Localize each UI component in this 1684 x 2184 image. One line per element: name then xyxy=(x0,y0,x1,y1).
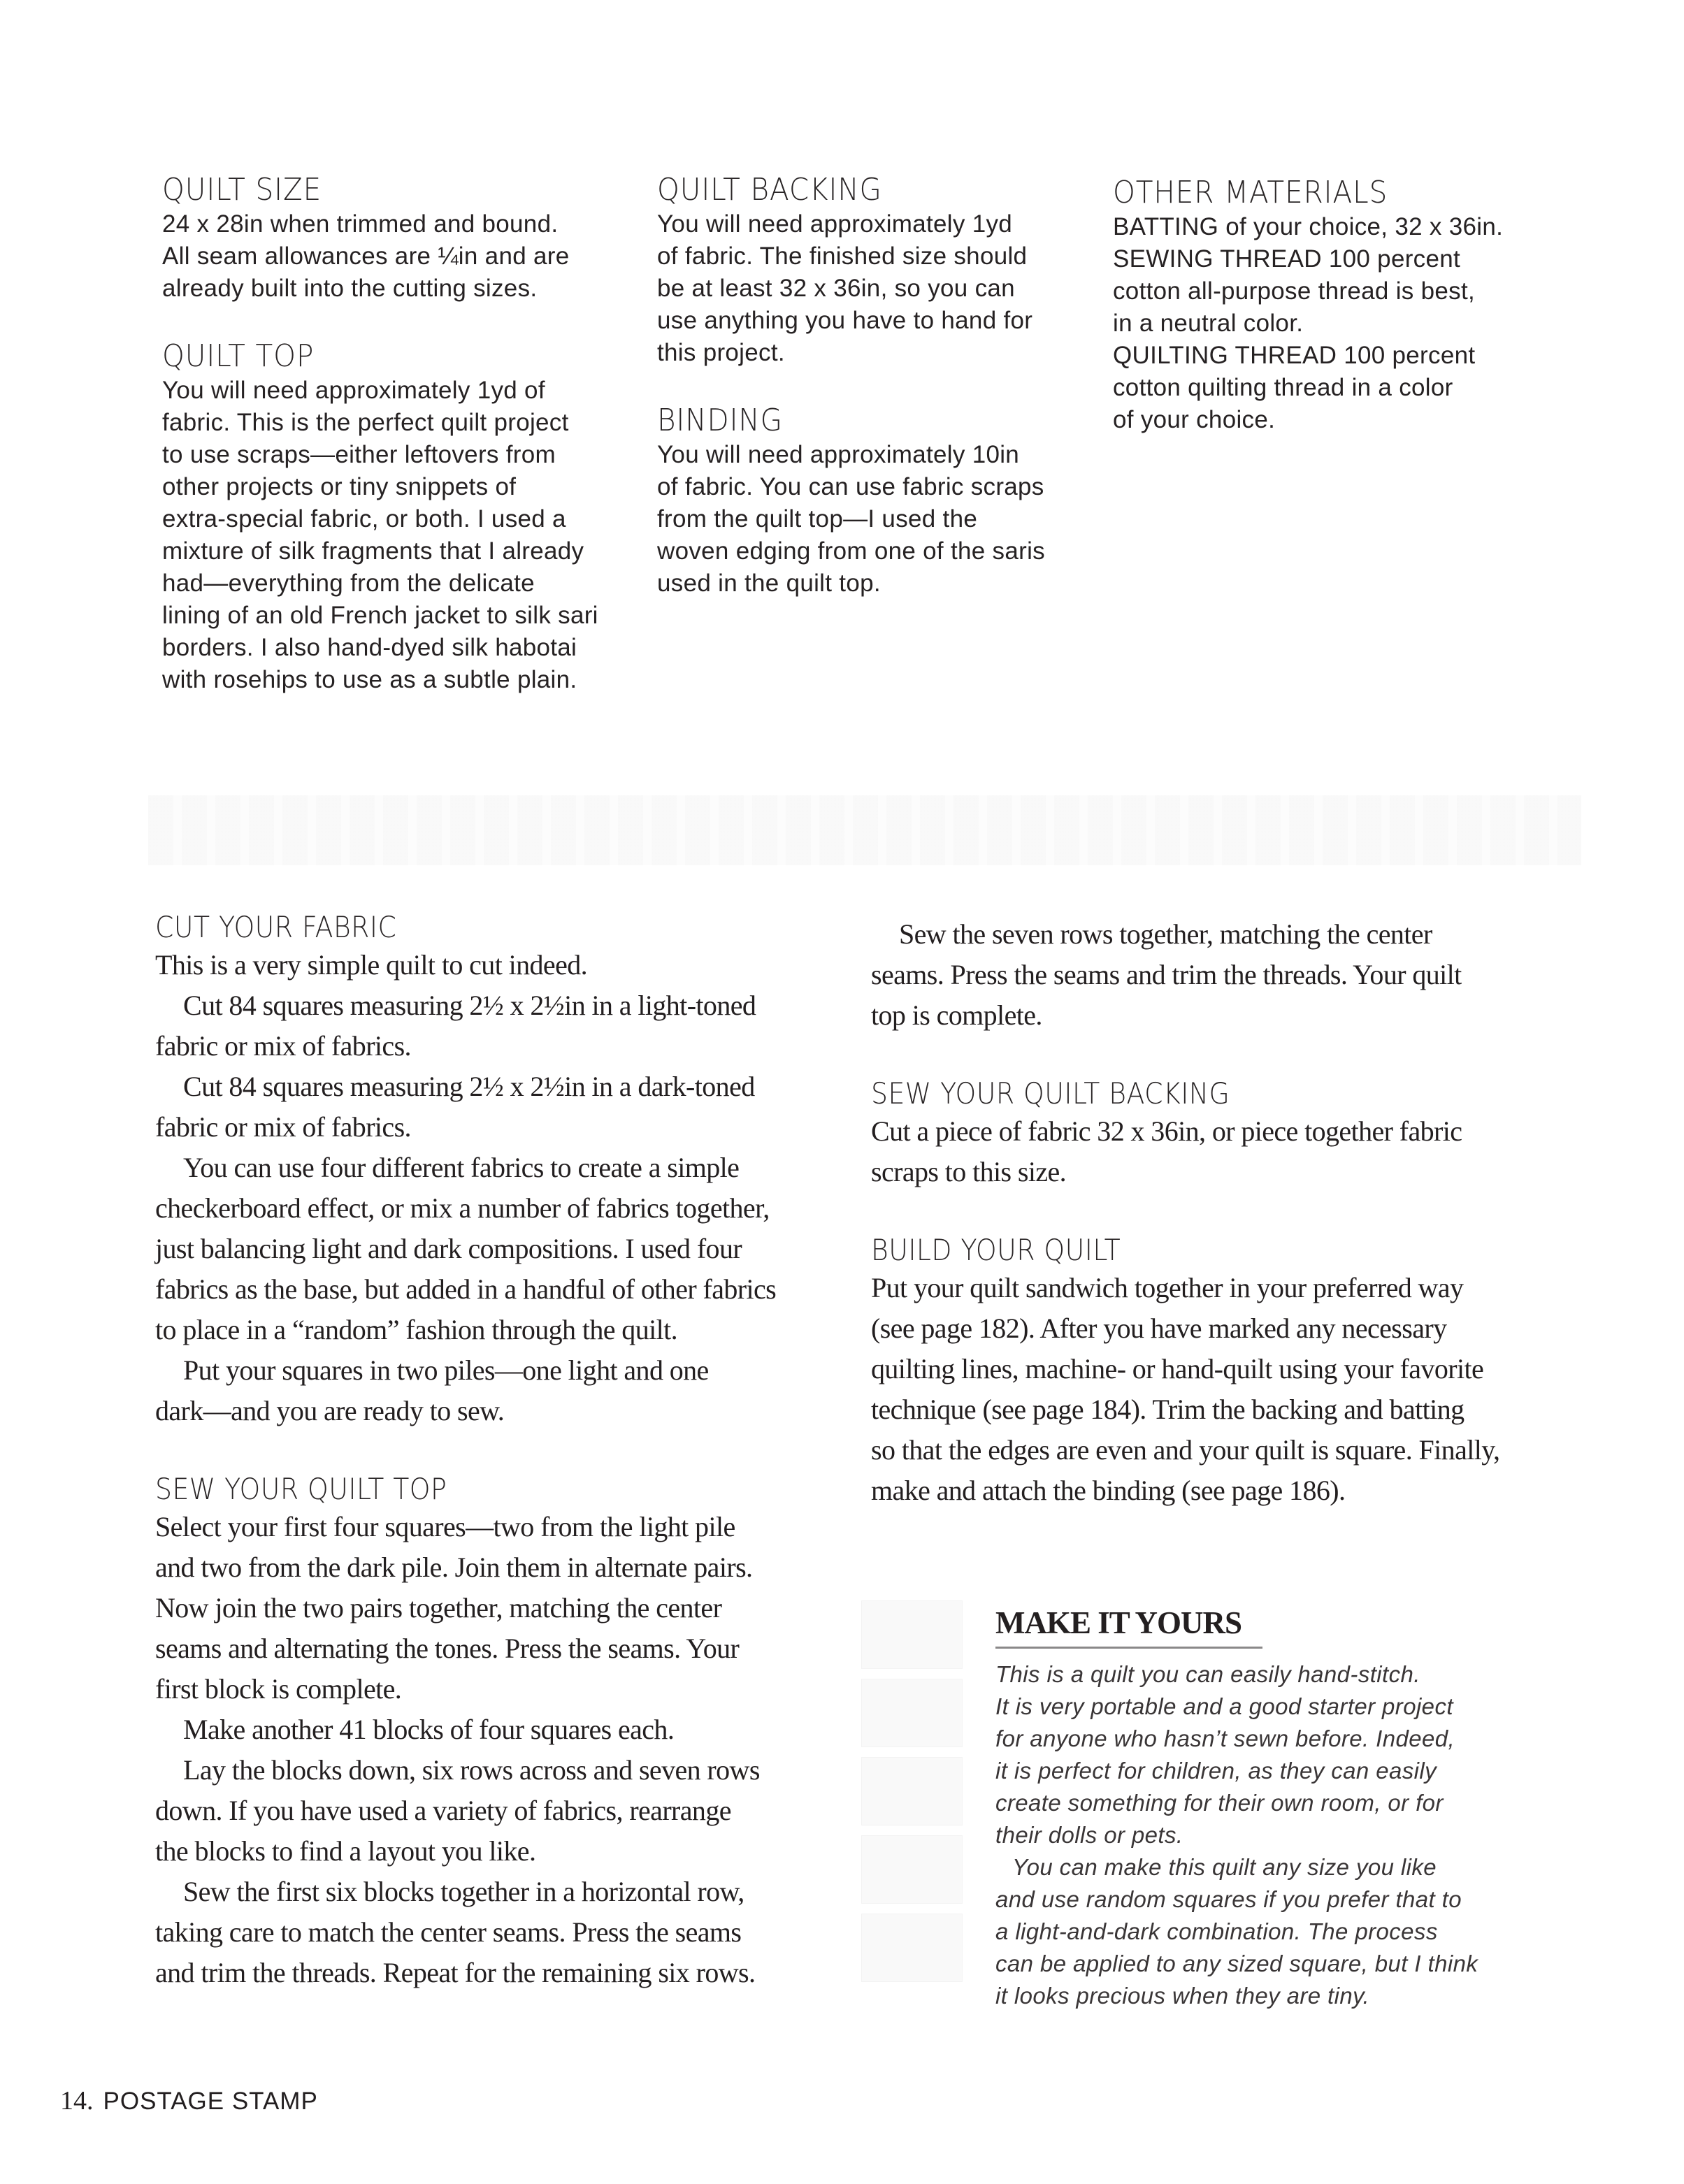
text-line: a light-and-dark combination. The process xyxy=(995,1918,1438,1944)
text-line: so that the edges are even and your quilt is square. Finally, xyxy=(871,1434,1500,1466)
text-line: fabric or mix of fabrics. xyxy=(155,1111,411,1143)
text-line: Sew the seven rows together, matching the center xyxy=(899,918,1432,950)
ghost-box xyxy=(861,1600,963,1669)
text-line: You will need approximately 1yd of xyxy=(162,377,545,404)
build-quilt-heading: BUILD YOUR QUILT xyxy=(871,1233,1121,1267)
text-line: QUILTING THREAD 100 percent xyxy=(1113,342,1476,369)
text-line: This is a very simple quilt to cut indeed. xyxy=(155,949,588,981)
sew-backing-heading: SEW YOUR QUILT BACKING xyxy=(871,1076,1230,1111)
text-line: taking care to match the center seams. Press the seams xyxy=(155,1916,742,1948)
text-line: used in the quilt top. xyxy=(657,570,881,597)
quilt-size-section xyxy=(162,172,638,305)
quilt-top-section xyxy=(162,338,638,696)
page-number: 14. xyxy=(60,2086,94,2116)
text-line: Sew the first six blocks together in a horizontal row, xyxy=(183,1876,744,1907)
quilt-backing-text xyxy=(657,208,1091,369)
text-line: first block is complete. xyxy=(155,1673,402,1705)
text-line: Put your squares in two piles—one light and one xyxy=(183,1354,709,1386)
text-line: to use scraps—either leftovers from xyxy=(162,441,556,468)
ghost-box xyxy=(861,1757,963,1825)
bleed-through-boxes xyxy=(861,1600,963,2013)
instructions-left-column xyxy=(155,910,840,1993)
text-line: and trim the threads. Repeat for the remaining six rows. xyxy=(155,1957,756,1988)
sidebar-text xyxy=(995,1658,1541,2012)
text-line: All seam allowances are ¼in and are xyxy=(162,243,570,270)
build-quilt-section xyxy=(871,1233,1542,1511)
running-title: POSTAGE STAMP xyxy=(103,2088,318,2115)
text-line: woven edging from one of the saris xyxy=(657,537,1045,565)
text-line: This is a quilt you can easily hand-stitch. xyxy=(995,1661,1420,1687)
text-line: top is complete. xyxy=(871,999,1042,1031)
sew-backing-text xyxy=(871,1111,1542,1192)
text-line: You can make this quilt any size you like xyxy=(1012,1854,1437,1880)
materials-column-1 xyxy=(162,172,638,696)
text-line: and use random squares if you prefer that to xyxy=(995,1886,1462,1912)
text-line: You will need approximately 1yd xyxy=(657,210,1013,238)
text-line: lining of an old French jacket to silk sari xyxy=(162,602,598,629)
text-line: to place in a “random” fashion through the quilt. xyxy=(155,1314,678,1345)
text-line: and two from the dark pile. Join them in alternate pairs. xyxy=(155,1552,753,1583)
other-materials-text xyxy=(1113,211,1560,436)
ghost-box xyxy=(861,1914,963,1982)
text-line: seams. Press the seams and trim the threads. Your quilt xyxy=(871,959,1462,990)
sew-quilt-top-continued-text xyxy=(871,914,1542,1036)
text-line: of your choice. xyxy=(1113,406,1276,433)
text-line: it looks precious when they are tiny. xyxy=(995,1983,1370,2009)
cut-fabric-text xyxy=(155,945,840,1431)
text-line: You can use four different fabrics to create a simple xyxy=(183,1152,740,1183)
text-line: just balancing light and dark compositions. I used four xyxy=(155,1233,742,1264)
sew-quilt-top-text xyxy=(155,1507,840,1993)
text-line: in a neutral color. xyxy=(1113,310,1304,337)
text-line: Cut a piece of fabric 32 x 36in, or piece together fabric xyxy=(871,1115,1462,1147)
text-line: fabric or mix of fabrics. xyxy=(155,1030,411,1062)
instructions-right-column xyxy=(871,914,1542,1511)
title-underline xyxy=(995,1647,1262,1649)
text-line: can be applied to any sized square, but I think xyxy=(995,1951,1478,1976)
text-line: use anything you have to hand for xyxy=(657,307,1033,334)
text-line: cotton all-purpose thread is best, xyxy=(1113,277,1475,305)
materials-column-2 xyxy=(657,172,1091,600)
text-line: technique (see page 184). Trim the backing and batting xyxy=(871,1394,1464,1425)
text-line: Lay the blocks down, six rows across and seven rows xyxy=(183,1754,760,1786)
sew-backing-section xyxy=(871,1076,1542,1192)
text-line: Cut 84 squares measuring 2½ x 2½in in a light-toned xyxy=(183,990,756,1021)
quilt-top-text xyxy=(162,375,638,696)
text-line: the blocks to find a layout you like. xyxy=(155,1835,536,1867)
text-line: extra-special fabric, or both. I used a xyxy=(162,505,566,533)
text-line: It is very portable and a good starter project xyxy=(995,1693,1453,1719)
text-line: dark—and you are ready to sew. xyxy=(155,1395,505,1426)
text-line: for anyone who hasn’t sewn before. Indeed, xyxy=(995,1726,1455,1751)
text-line: SEWING THREAD 100 percent xyxy=(1113,245,1461,273)
text-line: (see page 182). After you have marked any necessary xyxy=(871,1312,1447,1344)
text-line: of fabric. You can use fabric scraps xyxy=(657,473,1044,500)
text-line: be at least 32 x 36in, so you can xyxy=(657,275,1015,302)
text-line: Cut 84 squares measuring 2½ x 2½in in a dark-toned xyxy=(183,1071,755,1102)
text-line: of fabric. The finished size should xyxy=(657,243,1028,270)
text-line: this project. xyxy=(657,339,785,366)
text-line: from the quilt top—I used the xyxy=(657,505,978,533)
text-line: fabric. This is the perfect quilt project xyxy=(162,409,569,436)
text-line: Make another 41 blocks of four squares each. xyxy=(183,1714,675,1745)
text-line: seams and alternating the tones. Press the seams. Your xyxy=(155,1633,740,1664)
binding-text xyxy=(657,439,1091,600)
text-line: checkerboard effect, or mix a number of fabrics together, xyxy=(155,1192,770,1224)
page-folio xyxy=(60,2085,318,2116)
text-line: make and attach the binding (see page 186). xyxy=(871,1475,1346,1506)
sew-quilt-top-heading: SEW YOUR QUILT TOP xyxy=(155,1472,447,1506)
binding-section xyxy=(657,403,1091,600)
make-it-yours-sidebar xyxy=(995,1605,1541,2012)
build-quilt-text xyxy=(871,1268,1542,1511)
text-line: quilting lines, machine- or hand-quilt using your favorite xyxy=(871,1353,1484,1384)
text-line: with rosehips to use as a subtle plain. xyxy=(162,666,577,693)
text-line: 24 x 28in when trimmed and bound. xyxy=(162,210,559,238)
text-line: fabrics as the base, but added in a handful of other fabrics xyxy=(155,1273,777,1305)
sidebar-title: MAKE IT YOURS xyxy=(995,1605,1242,1640)
text-line: cotton quilting thread in a color xyxy=(1113,374,1453,401)
ghost-box xyxy=(861,1835,963,1904)
other-materials-heading: OTHER MATERIALS xyxy=(1113,175,1388,210)
text-line: You will need approximately 10in xyxy=(657,441,1020,468)
text-line: BATTING of your choice, 32 x 36in. xyxy=(1113,213,1504,240)
ghost-box xyxy=(861,1679,963,1747)
text-line: it is perfect for children, as they can easily xyxy=(995,1758,1437,1784)
quilt-backing-section xyxy=(657,172,1091,369)
cut-fabric-heading: CUT YOUR FABRIC xyxy=(155,910,397,944)
text-line: Select your first four squares—two from the light pile xyxy=(155,1511,735,1542)
text-line: create something for their own room, or for xyxy=(995,1790,1444,1816)
text-line: had—everything from the delicate xyxy=(162,570,535,597)
quilt-backing-heading: QUILT BACKING xyxy=(657,172,882,208)
text-line: already built into the cutting sizes. xyxy=(162,275,538,302)
text-line: their dolls or pets. xyxy=(995,1822,1183,1848)
text-line: other projects or tiny snippets of xyxy=(162,473,517,500)
text-line: Put your quilt sandwich together in your preferred way xyxy=(871,1272,1464,1303)
text-line: mixture of silk fragments that I already xyxy=(162,537,584,565)
binding-heading: BINDING xyxy=(657,403,783,438)
cut-fabric-section xyxy=(155,910,840,1431)
materials-column-3 xyxy=(1113,175,1560,436)
text-line: Now join the two pairs together, matching the center xyxy=(155,1592,722,1623)
text-line: borders. I also hand-dyed silk habotai xyxy=(162,634,577,661)
quilt-size-heading: QUILT SIZE xyxy=(162,172,322,208)
text-line: down. If you have used a variety of fabrics, rearrange xyxy=(155,1795,731,1826)
bleed-through-band xyxy=(148,795,1581,865)
sew-quilt-top-section xyxy=(155,1472,840,1993)
text-line: scraps to this size. xyxy=(871,1156,1067,1187)
other-materials-section xyxy=(1113,175,1560,436)
quilt-top-heading: QUILT TOP xyxy=(162,338,315,374)
quilt-size-text xyxy=(162,208,638,305)
